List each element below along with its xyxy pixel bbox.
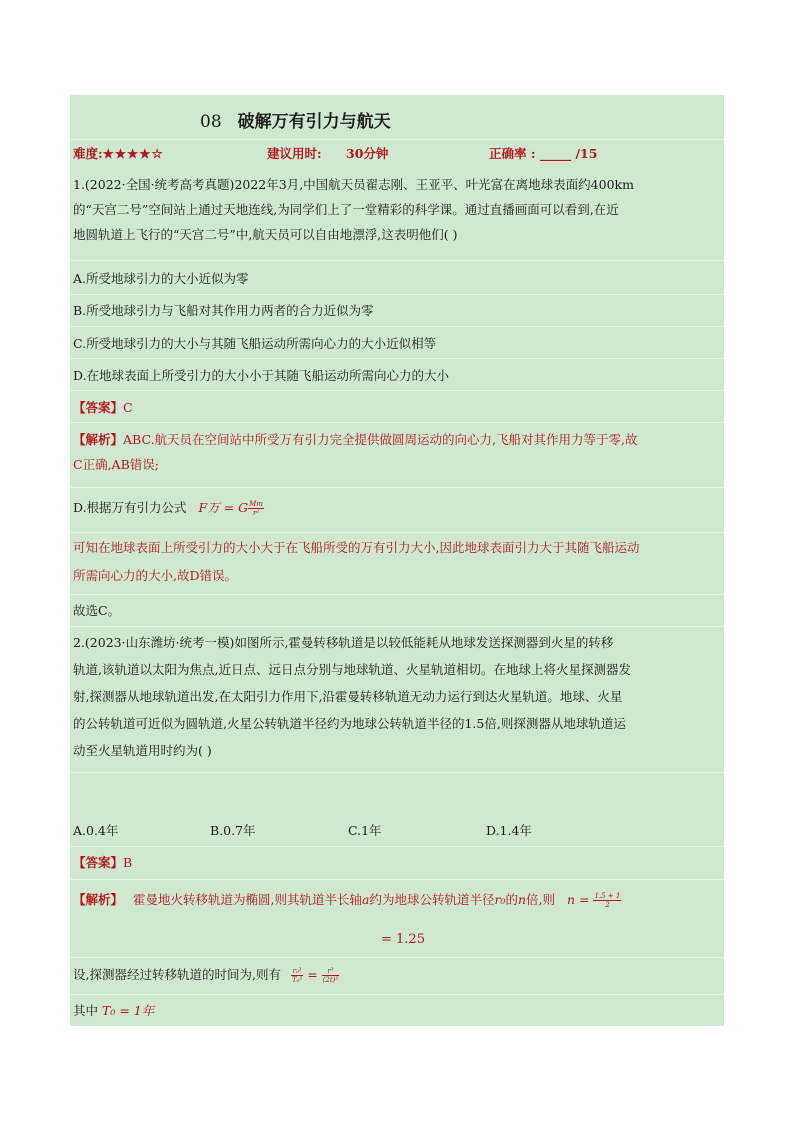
formula-fraction: $\frac{Mm}{\text{r²}}$ bbox=[249, 500, 263, 517]
divider bbox=[70, 879, 724, 880]
title-number: 08 bbox=[200, 112, 222, 132]
divider bbox=[70, 772, 724, 773]
title-text: 破解万有引力与航天 bbox=[237, 112, 391, 132]
accuracy-total: /15 bbox=[575, 146, 598, 161]
document-page: 08 破解万有引力与航天 难度:★★★★☆ 建议用时: 30分钟 正确率 : _____ /15 1.(2022·全国·统考高考真题)2022年3月,中国航天员翟志刚、王亚平、叶光富在离地球表面约400km 的“天宫二号”空间站上通过天地连线,为同学们上了一堂精彩的科学课。通过直播画面可以看到,在近 地圆轨道上飞行的“天宫二号”中,航天员可以自由地漂浮,这表明他们( ) A.所受地球引力的大小近似为零 B.所受地球引力与飞船对其作用力两者的合力近似为零 C.所受地球引力的大小与其随飞船运动所需向心力的大小近似相等 D.在地球表面上所受引力的大小小于其随飞船运动所需向心力的大小 【答案】C 【解析】ABC.航天员在空间站中所受万有引力完全提供做圆周运动的向心力,飞船对其作用力等于零,故 C正确,AB错误; D.根据万有引力公式 F万 = G $\frac{Mm}{\text{r²}}$ 可知在地球表面上所受引力的大小大于在飞船所受的万有引力大小,因此地球表面引力大于其随飞船运动 所需向心力的大小,故D错误。 故选C。 2.(2023·山东潍坊·统考一模)如图所示,霍曼转移轨道是以较低能耗从地球发送探测器到火星的转移 轨道,该轨道以太阳为焦点,近日点、远日点分别与地球轨道、火星轨道相切。在地球上将火星探测器发 射,探测器从地球轨道出发,在太阳引力作用下,沿霍曼转移轨道无动力运行到达火星轨道。地球、火星 的公转轨道可近似为圆轨道,火星公转轨道半径约为地球公转轨道半径的1.5倍,则探测器从地球轨道运 动至火星轨道用时约为( ) A.0.4年 B.0.7年 C.1年 D.1.4年 【答案】B 【解析】 霍曼地火转移轨道为椭圆,则其轨道半长轴a约为地球公转轨道半径r₀的n倍,则 n = $\frac{1.5 + 1}{2}$ = 1.25 设,探测器经过转移轨道的时间为,则有 $\frac{\text{r₀³}}{\text{T₀²}}$ = $\frac{\text{r³}}{\text{(2t)²}}$ 其中 T₀ = 1年 bbox=[70, 95, 724, 1026]
divider bbox=[70, 487, 724, 488]
q2-option-c: C.1年 bbox=[348, 823, 382, 838]
q2-option-d: D.1.4年 bbox=[486, 823, 532, 838]
divider bbox=[70, 626, 724, 627]
time-label: 建议用时: bbox=[267, 146, 322, 161]
divider bbox=[70, 422, 724, 423]
q1-formula: D.根据万有引力公式 F万 = G $\frac{Mm}{\text{r²}}$ bbox=[73, 500, 263, 517]
divider bbox=[70, 260, 724, 261]
divider bbox=[70, 594, 724, 595]
divider bbox=[70, 358, 724, 359]
difficulty: 难度:★★★★☆ bbox=[73, 146, 164, 161]
kepler-left: $\frac{\text{r₀³}}{\text{T₀²}}$ bbox=[291, 967, 303, 984]
kepler-right: $\frac{\text{r³}}{\text{(2t)²}}$ bbox=[322, 967, 339, 984]
answer-value: C bbox=[123, 400, 133, 415]
divider bbox=[70, 846, 724, 847]
n-formula: n = bbox=[567, 892, 590, 907]
divider bbox=[70, 390, 724, 391]
answer-value: B bbox=[123, 855, 133, 870]
q2-option-b: B.0.7年 bbox=[210, 823, 256, 838]
q2-option-a: A.0.4年 bbox=[73, 823, 119, 838]
q2-analysis: 【解析】 霍曼地火转移轨道为椭圆,则其轨道半长轴a约为地球公转轨道半径r₀的n倍,则 n = $\frac{1.5 + 1}{2}$ bbox=[73, 892, 621, 909]
accuracy-blank: _____ bbox=[539, 146, 572, 161]
q2-kepler: 设,探测器经过转移轨道的时间为,则有 $\frac{\text{r₀³}}{\text{T₀²}}$ = $\frac{\text{r³}}{\text{(2t)²}}$ bbox=[73, 967, 339, 984]
divider bbox=[70, 957, 724, 958]
divider bbox=[70, 532, 724, 533]
divider bbox=[70, 139, 724, 140]
divider bbox=[70, 326, 724, 327]
divider bbox=[70, 994, 724, 995]
n-fraction: $\frac{1.5 + 1}{2}$ bbox=[594, 892, 621, 909]
divider bbox=[70, 294, 724, 295]
time-value: 30分钟 bbox=[346, 146, 389, 161]
formula-gravity: F万 = G bbox=[198, 500, 249, 515]
accuracy: 正确率 : _____ /15 bbox=[489, 146, 598, 161]
page-title bbox=[200, 107, 391, 132]
difficulty-stars: ★★★★☆ bbox=[102, 146, 164, 161]
